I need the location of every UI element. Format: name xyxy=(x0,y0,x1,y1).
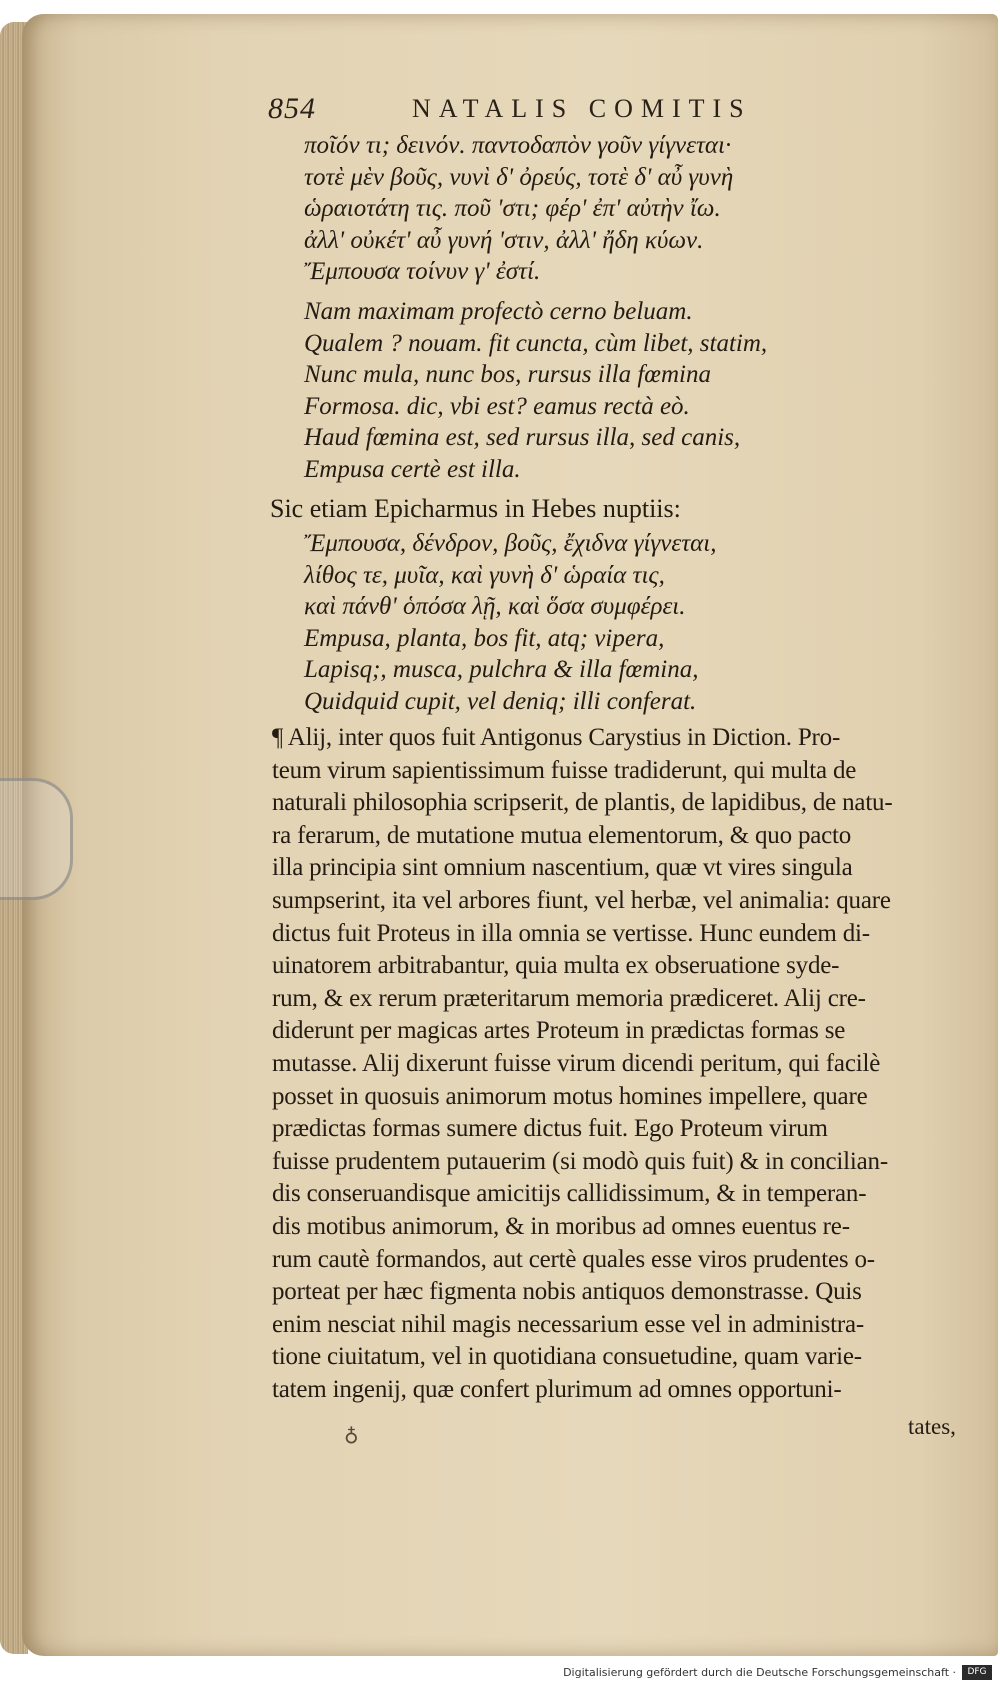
prose-line: sumpserint, ita vel arbores fiunt, vel herbæ, vel animalia: quare xyxy=(272,886,891,914)
verse-line: Ἔμπουσα τοίνυν γ' ἐστί. xyxy=(304,258,541,285)
prose-line: ¶ Alij, inter quos fuit Antigonus Carystius in Diction. Pro- xyxy=(272,724,841,751)
prose-line: ra ferarum, de mutatione mutua elementorum, & quo pacto xyxy=(272,821,852,849)
dfg-logo-icon: DFG xyxy=(962,1665,992,1680)
prose-line: mutasse. Alij dixerunt fuisse virum dicendi peritum, qui facilè xyxy=(272,1049,881,1077)
prose-line: dis conseruandisque amicitijs callidissimum, & in temperan- xyxy=(272,1180,867,1208)
prose-line: uinatorem arbitrabantur, quia multa ex obseruatione syde- xyxy=(272,952,840,980)
ink-mark-icon: ♁ xyxy=(344,1424,359,1446)
verse-line: Haud fœmina est, sed rursus illa, sed canis, xyxy=(304,424,741,451)
prose-line: prædictas formas sumere dictus fuit. Ego Proteum virum xyxy=(272,1115,828,1143)
catchword: tates, xyxy=(908,1414,956,1439)
verse-line: Nam maximam profectò cerno beluam. xyxy=(304,298,693,325)
verse-line: Empusa certè est illa. xyxy=(304,455,521,483)
prose-line: dis motibus animorum, & in moribus ad omnes euentus re- xyxy=(272,1212,850,1240)
prose-line: rum, & ex rerum præteritarum memoria prædiceret. Alij cre- xyxy=(272,984,866,1012)
verse-line: Qualem ? nouam. fit cuncta, cùm libet, statim, xyxy=(304,329,768,357)
folio-number: 854 xyxy=(268,92,316,125)
page-header xyxy=(268,92,808,132)
running-head: NATALIS COMITIS xyxy=(412,94,752,123)
verse-line: ἀλλ' οὐκέτ' αὖ γυνή 'στιν, ἀλλ' ἤδη κύων. xyxy=(304,226,704,254)
digitization-footer xyxy=(0,1662,1000,1686)
verse-line: ποῖόν τι; δεινόν. παντοδαπὸν γοῦν γίγνεται· xyxy=(304,132,732,159)
prose-line: fuisse prudentem putauerim (si modò quis fuit) & in concilian- xyxy=(272,1147,888,1175)
verse-line: λίθος τε, μυῖα, καὶ γυνὴ δ' ὡραία τις, xyxy=(304,561,665,589)
prose-paragraph xyxy=(272,722,972,1406)
prose-line: rum cautè formandos, aut certè quales esse viros prudentes o- xyxy=(272,1245,875,1273)
verse-line: Quidquid cupit, vel deniq; illi conferat. xyxy=(304,687,697,715)
verse-line: Nunc mula, nunc bos, rursus illa fœmina xyxy=(304,361,711,388)
verse-line: Formosa. dic, vbi est? eamus rectà eò. xyxy=(304,392,690,420)
verse-line: Ἔμπουσα, δένδρον, βοῦς, ἔχιδνα γίγνεται, xyxy=(304,530,717,557)
prose-line: teum virum sapientissimum fuisse tradiderunt, qui multa de xyxy=(272,756,857,784)
greek-verse-2 xyxy=(304,528,1000,717)
verse-line: τοτὲ μὲν βοῦς, νυνὶ δ' ὀρεύς, τοτὲ δ' αὖ γυνὴ xyxy=(304,163,734,191)
page-clip xyxy=(0,778,73,900)
prose-line: naturali philosophia scripserit, de plantis, de lapidibus, de natu- xyxy=(272,789,893,817)
verse-line: ὡραιοτάτη τις. ποῦ 'στι; φέρ' ἐπ' αὐτὴν ἴω. xyxy=(304,195,721,222)
prose-line: tatem ingenij, quæ confert plurimum ad omnes opportuni- xyxy=(272,1375,842,1403)
prose-line: diderunt per magicas artes Proteum in prædictas formas se xyxy=(272,1017,846,1045)
prose-line: enim nesciat nihil magis necessarium esse vel in administra- xyxy=(272,1310,865,1338)
prose-line: dictus fuit Proteus in illa omnia se vertisse. Hunc eundem di- xyxy=(272,919,870,947)
funding-credit: Digitalisierung gefördert durch die Deutsche Forschungsgemeinschaft · xyxy=(563,1666,956,1679)
latin-verse-1 xyxy=(304,296,1000,485)
prose-line: posset in quosuis animorum motus homines impellere, quare xyxy=(272,1082,868,1110)
verse-line: Lapisq;, musca, pulchra & illa fœmina, xyxy=(304,656,699,683)
prose-line: porteat per hæc figmenta nobis antiquos demonstrasse. Quis xyxy=(272,1278,862,1306)
greek-verse-1 xyxy=(304,130,1000,288)
prose-line: illa principia sint omnium nascentium, quæ vt vires singula xyxy=(272,854,853,882)
verse-line: Empusa, planta, bos fit, atq; vipera, xyxy=(304,624,665,652)
verse-line: καὶ πάνθ' ὁπόσα λῇ, καὶ ὅσα συμφέρει. xyxy=(304,593,686,620)
intro-line: Sic etiam Epicharmus in Hebes nuptiis: xyxy=(270,494,681,523)
prose-line: tione ciuitatum, vel in quotidiana consuetudine, quam varie- xyxy=(272,1343,862,1371)
